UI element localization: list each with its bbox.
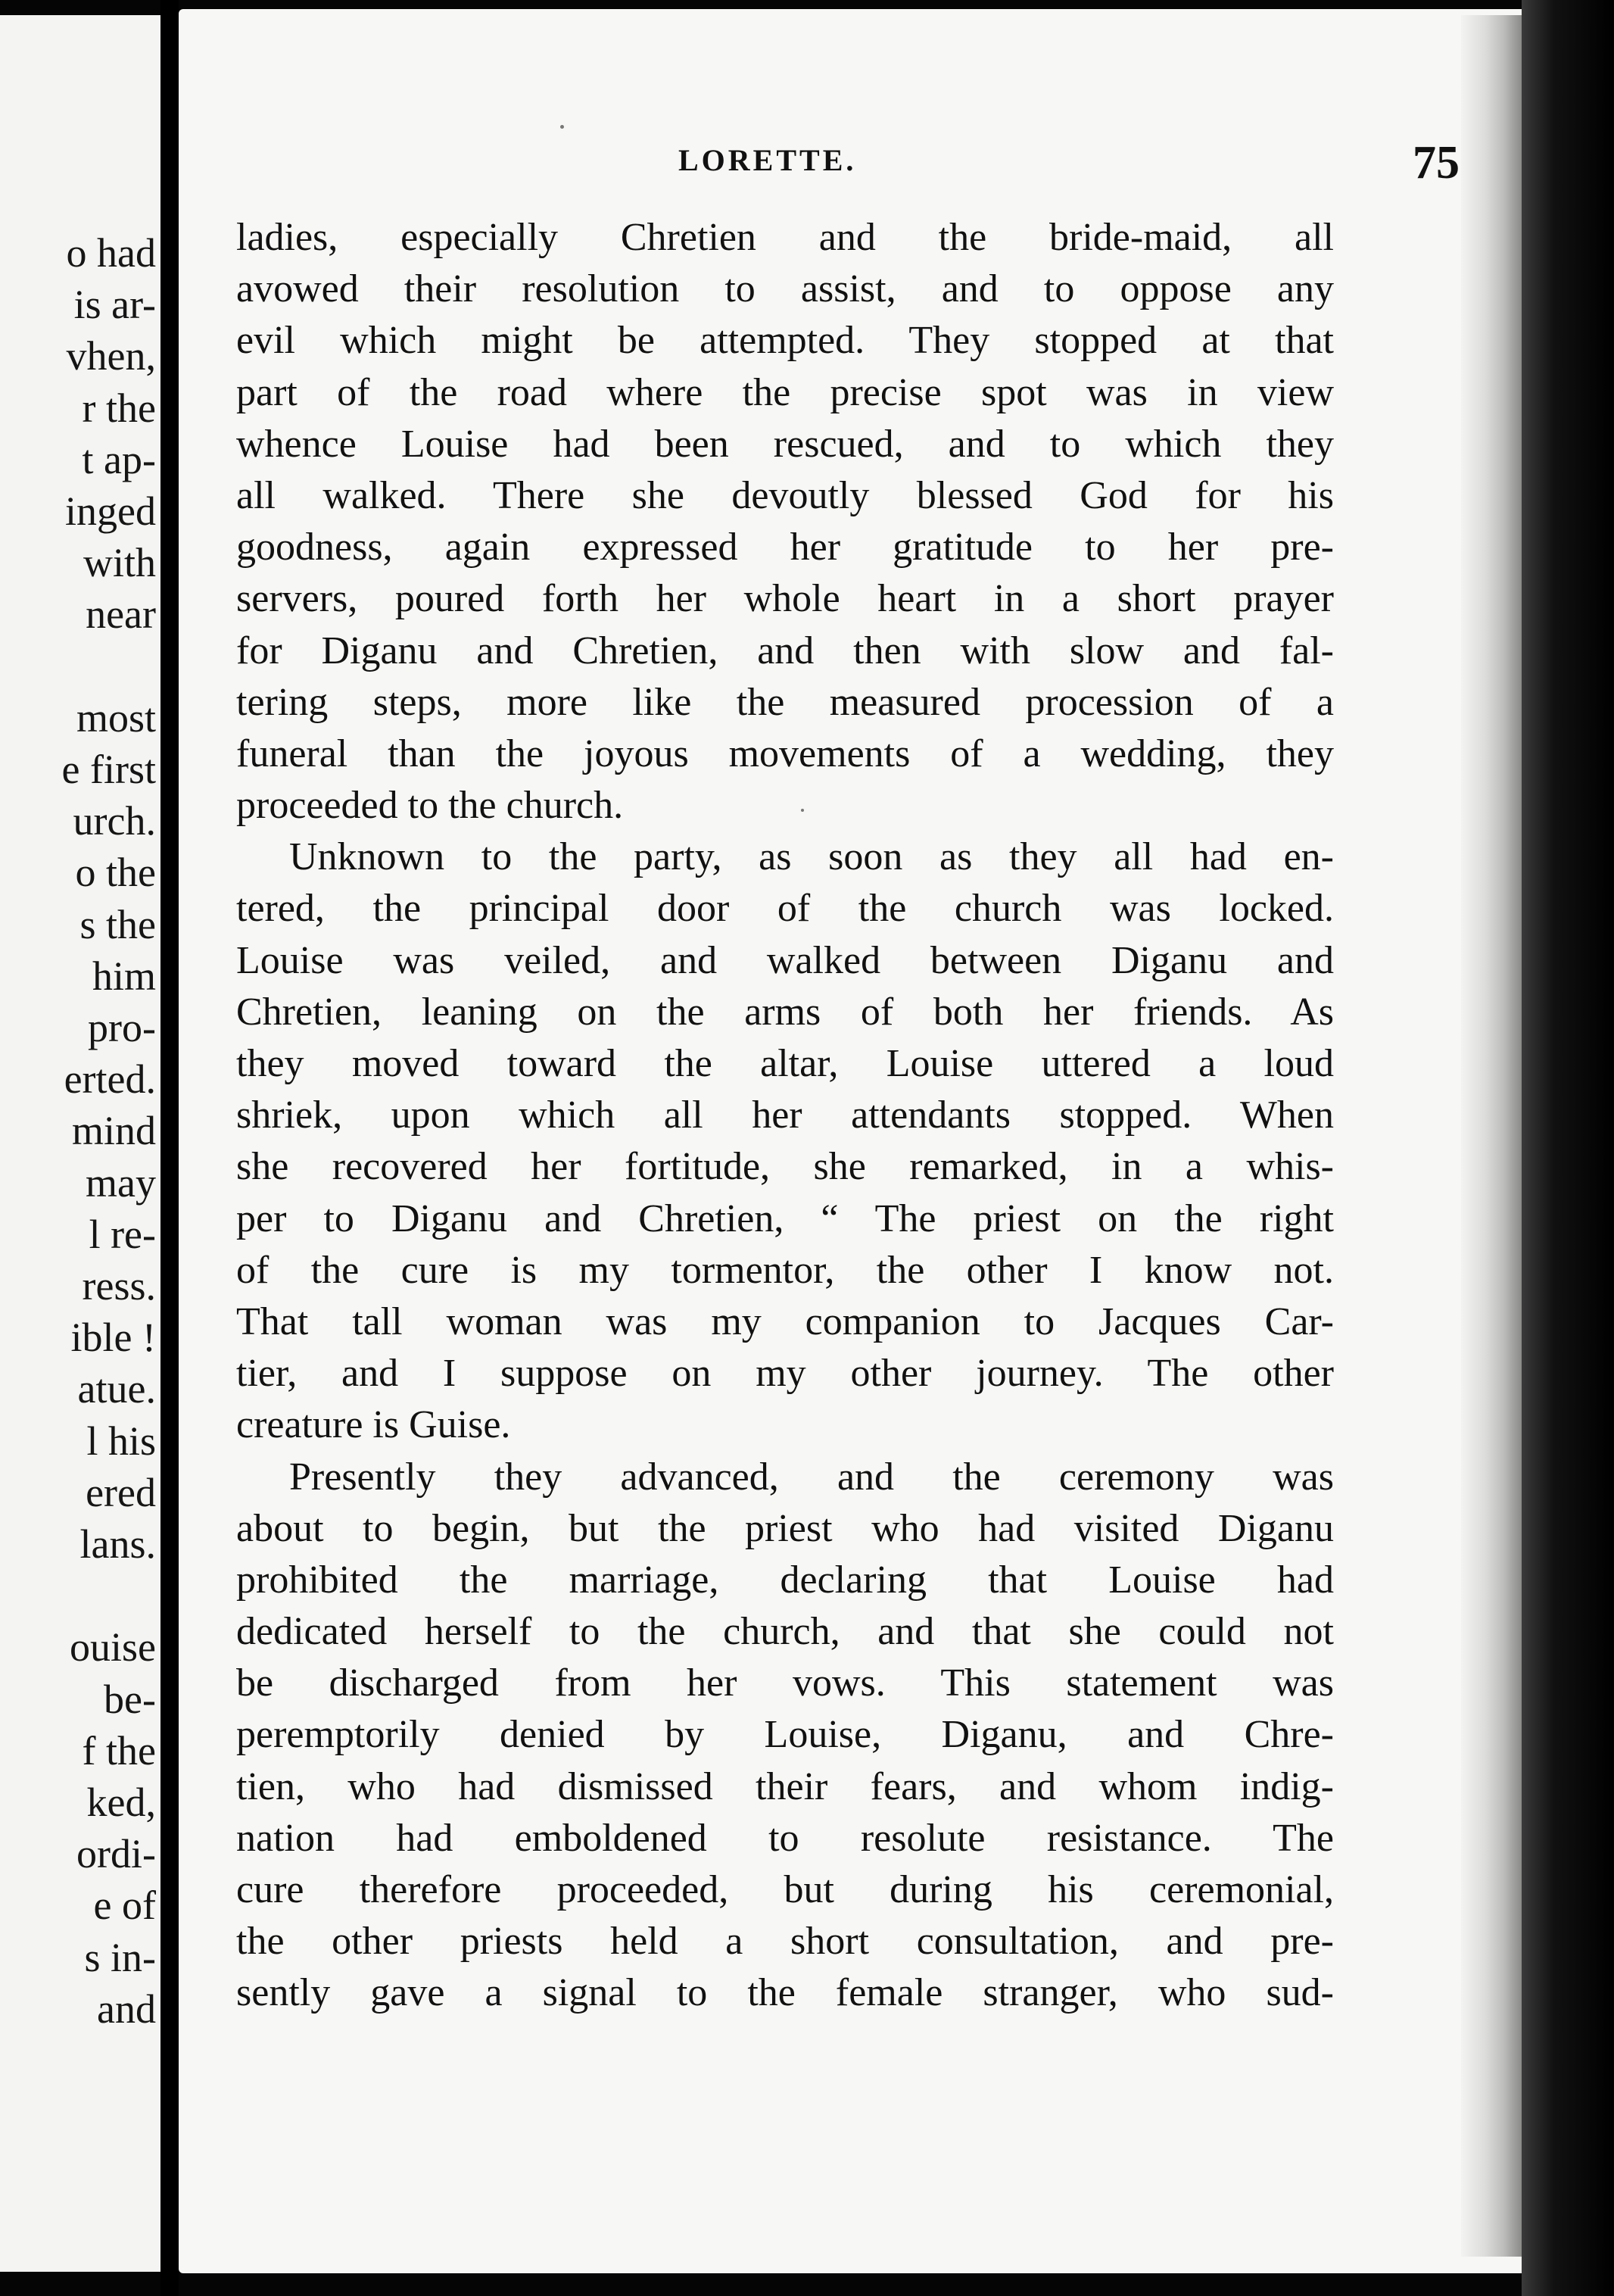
facing-page-fragment: e first xyxy=(61,747,156,792)
facing-page-fragment: t ap- xyxy=(82,436,156,482)
text-line: Chretien, leaning on the arms of both her friends. As xyxy=(236,990,1334,1034)
text-line: she recovered her fortitude, she remarked, in a whis- xyxy=(236,1145,1334,1189)
text-line: they moved toward the altar, Louise uttered a loud xyxy=(236,1042,1334,1085)
facing-page-fragment: lans. xyxy=(79,1521,156,1567)
facing-page-fragment: ered xyxy=(86,1469,156,1515)
facing-page-fragment: inged xyxy=(65,488,156,534)
text-line: proceeded to the church. xyxy=(236,784,624,828)
text-line: about to begin, but the priest who had visited Diganu xyxy=(236,1506,1334,1550)
text-line: prohibited the marriage, declaring that Louise had xyxy=(236,1558,1334,1602)
facing-page-fragment: erted. xyxy=(64,1056,156,1103)
facing-page-fragment: o had xyxy=(66,230,156,276)
facing-page-fragment: is ar- xyxy=(73,282,156,328)
running-head: LORETTE. xyxy=(678,143,857,177)
text-line: That tall woman was my companion to Jacques Car- xyxy=(236,1299,1334,1343)
facing-page-fragment: and xyxy=(97,1986,156,2032)
book-gutter xyxy=(160,0,179,2296)
text-line: ladies, especially Chretien and the bride-maid, all xyxy=(236,216,1334,259)
facing-page-fragment: near xyxy=(86,591,156,638)
facing-page-fragment: ress. xyxy=(82,1263,156,1309)
text-line: shriek, upon which all her attendants stopped. When xyxy=(236,1093,1334,1137)
ink-speck xyxy=(560,125,564,129)
facing-page-fragment: e of xyxy=(93,1883,156,1929)
facing-page-fragment: mind xyxy=(71,1108,156,1154)
text-line: servers, poured forth her whole heart in a short prayer xyxy=(236,577,1334,621)
facing-page-fragment: ible ! xyxy=(70,1315,156,1361)
text-line: funeral than the joyous movements of a wedding, they xyxy=(236,732,1334,775)
text-line: creature is Guise. xyxy=(236,1403,511,1447)
page-header xyxy=(179,136,1496,197)
facing-page-fragment: be- xyxy=(104,1676,156,1722)
facing-page-fragment: atue. xyxy=(77,1366,156,1412)
facing-page-fragment: s in- xyxy=(84,1934,156,1980)
facing-page-fragment: r the xyxy=(82,385,156,431)
text-line: avowed their resolution to assist, and to oppose any xyxy=(236,267,1334,311)
text-line: goodness, again expressed her gratitude to her pre- xyxy=(236,526,1334,569)
text-line: sently gave a signal to the female stranger, who sud- xyxy=(236,1971,1334,2015)
text-line: tered, the principal door of the church was locked. xyxy=(236,887,1334,931)
text-line: all walked. There she devoutly blessed God for his xyxy=(236,473,1334,517)
text-line: Presently they advanced, and the ceremony was xyxy=(289,1455,1334,1499)
facing-page-fragment: f the xyxy=(82,1727,156,1773)
text-line: peremptorily denied by Louise, Diganu, and Chre- xyxy=(236,1713,1334,1757)
facing-page-fragment: with xyxy=(83,540,156,586)
facing-page xyxy=(0,15,160,2272)
text-line: dedicated herself to the church, and that she could not xyxy=(236,1610,1334,1654)
text-line: Unknown to the party, as soon as they all had en- xyxy=(289,835,1334,879)
facing-page-fragment: l his xyxy=(86,1418,156,1464)
book-edge-shadow xyxy=(1522,0,1614,2296)
facing-page-fragment: o the xyxy=(75,850,156,896)
facing-page-fragment: may xyxy=(86,1159,156,1206)
text-line: evil which might be attempted. They stopped at that xyxy=(236,319,1334,363)
text-line: Louise was veiled, and walked between Diganu and xyxy=(236,938,1334,982)
text-line: of the cure is my tormentor, the other I know not. xyxy=(236,1248,1334,1292)
text-line: be discharged from her vows. This statement was xyxy=(236,1661,1334,1705)
facing-page-fragment: vhen, xyxy=(66,333,156,379)
facing-page-fragment: ordi- xyxy=(76,1831,156,1877)
text-line: tier, and I suppose on my other journey. The other xyxy=(236,1352,1334,1396)
text-line: the other priests held a short consultation, and pre- xyxy=(236,1920,1334,1964)
facing-page-fragment: most xyxy=(76,694,156,741)
facing-page-fragment: him xyxy=(92,953,156,999)
text-line: whence Louise had been rescued, and to which they xyxy=(236,422,1334,466)
text-line: nation had emboldened to resolute resistance. The xyxy=(236,1816,1334,1860)
facing-page-fragment: l re- xyxy=(89,1211,156,1257)
body-text xyxy=(236,212,1334,2020)
text-line: tering steps, more like the measured procession of a xyxy=(236,680,1334,724)
facing-page-fragment: ked, xyxy=(86,1780,156,1825)
facing-page-fragment: pro- xyxy=(88,1005,156,1050)
text-line: cure therefore proceeded, but during his ceremonial, xyxy=(236,1868,1334,1911)
facing-page-fragment: s the xyxy=(79,901,156,947)
text-line: part of the road where the precise spot was in view xyxy=(236,370,1334,414)
page-edge xyxy=(1461,15,1522,2257)
text-line: for Diganu and Chretien, and then with slow and fal- xyxy=(236,629,1334,672)
text-line: tien, who had dismissed their fears, and whom indig- xyxy=(236,1764,1334,1808)
facing-page-fragment: ouise xyxy=(70,1624,156,1671)
text-line: per to Diganu and Chretien, “ The priest on the right xyxy=(236,1196,1334,1240)
ink-speck xyxy=(801,809,804,812)
page-number: 75 xyxy=(1413,137,1460,189)
facing-page-fragment: urch. xyxy=(73,798,156,844)
